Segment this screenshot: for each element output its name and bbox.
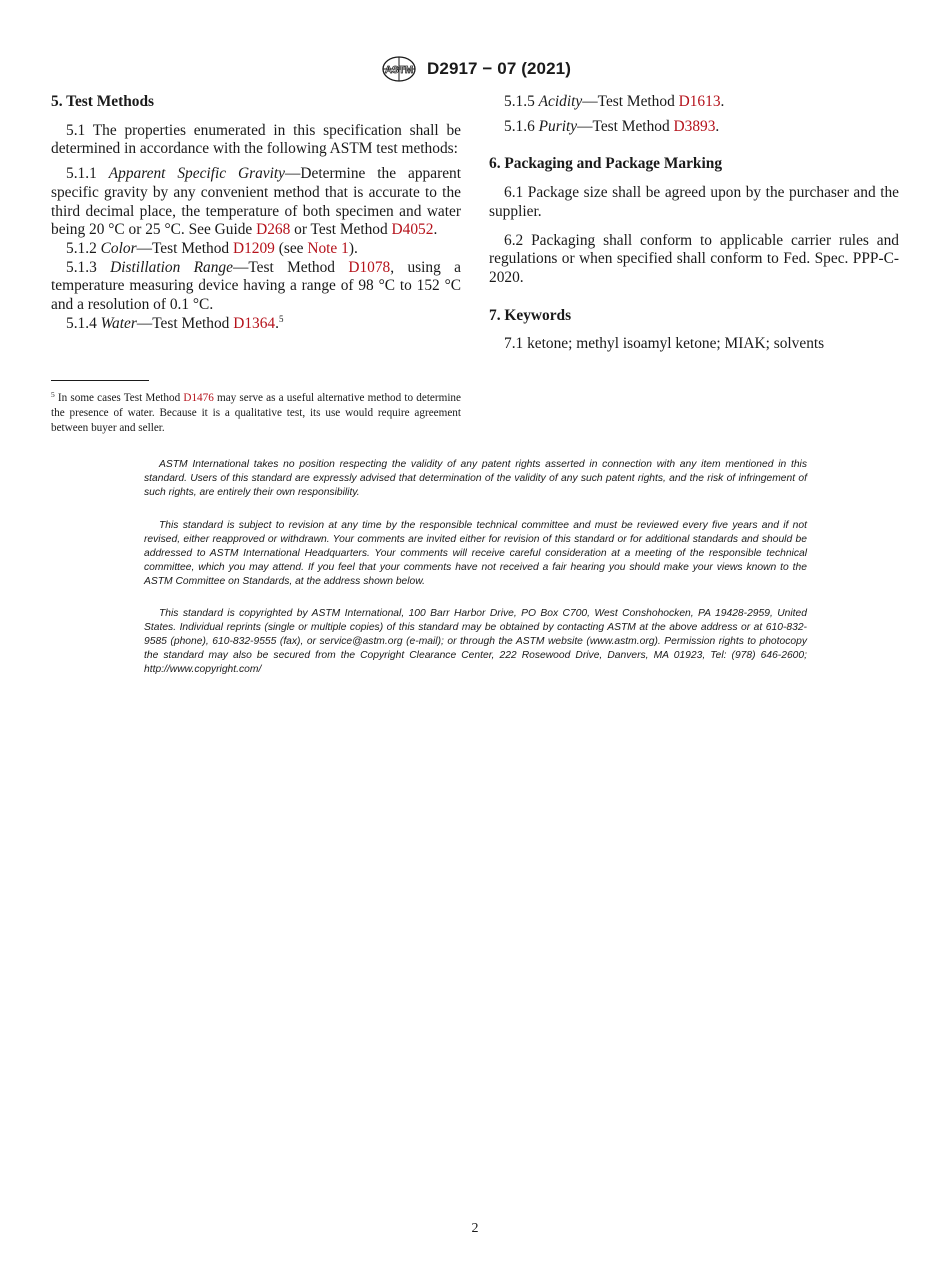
- astm-logo-icon: [379, 54, 419, 84]
- para-5-1-1: 5.1.1 Apparent Specific Gravity—Determine the apparent specific gravity by any convenient method that is accurate to the third decimal place, the temperature of both specimen and water being 20 °C or 25 °C. See Guide D268 or Test Method D4052.: [51, 165, 461, 239]
- right-column: [489, 93, 899, 354]
- para-5-1-5: 5.1.5 Acidity—Test Method D1613.: [504, 93, 725, 110]
- link-d268[interactable]: D268: [256, 221, 291, 239]
- footnote-divider: [51, 380, 149, 381]
- left-column: [51, 93, 461, 333]
- term-purity: Purity: [538, 117, 578, 135]
- link-d1078[interactable]: D1078: [348, 258, 391, 276]
- para-6-1: 6.1 Package size shall be agreed upon by the purchaser and the supplier.: [489, 184, 899, 220]
- link-d3893[interactable]: D3893: [673, 117, 716, 135]
- term-color: Color: [100, 239, 137, 257]
- section-7-heading: 7. Keywords: [489, 306, 572, 324]
- para-6-2: 6.2 Packaging shall conform to applicable carrier rules and regulations or when specified shall conform to Fed. Spec. PPP-C-2020.: [489, 231, 899, 286]
- para-5-1-3: 5.1.3 Distillation Range—Test Method D1078, using a temperature measuring device having a range of 98 °C to 152 °C and a resolution of 0.1 °C.: [51, 258, 461, 314]
- para-7-1: 7.1 ketone; methyl isoamyl ketone; MIAK; solvents: [504, 335, 825, 353]
- page-header: [0, 52, 950, 86]
- standard-designation: D2917 − 07 (2021): [427, 59, 571, 78]
- link-d1476[interactable]: D1476: [183, 392, 214, 404]
- section-6-heading: 6. Packaging and Package Marking: [489, 155, 723, 173]
- term-distillation-range: Distillation Range: [110, 258, 233, 276]
- para-5-1-2: 5.1.2 Color—Test Method D1209 (see Note 1).: [66, 239, 358, 257]
- page-number: 2: [471, 1221, 479, 1236]
- link-d1364[interactable]: D1364: [233, 314, 276, 332]
- link-note-1[interactable]: Note 1: [307, 239, 349, 257]
- term-water: Water: [100, 314, 137, 332]
- para-5-1: 5.1 The properties enumerated in this specification shall be determined in accordance with the following ASTM test methods:: [51, 121, 461, 158]
- link-d4052[interactable]: D4052: [391, 221, 434, 239]
- patent-notice: ASTM International takes no position respecting the validity of any patent rights asserted in connection with any item mentioned in this standard. Users of this standard are expressly advised that determination of the validity of any such patent rights, and the risk of infringement of such rights, are entirely their own responsibility.: [144, 459, 807, 498]
- term-apparent-specific-gravity: Apparent Specific Gravity: [108, 165, 286, 183]
- copyright-notice: This standard is copyrighted by ASTM International, 100 Barr Harbor Drive, PO Box C700, West Conshohocken, PA 19428-2959, United States. Individual reprints (single or multiple copies) of this standard may be obtained by contacting ASTM at the above address or at 610-832-9585 (phone), 610-832-9555 (fax), or service@astm.org (e-mail); or through the ASTM website (www.astm.org). Permission rights to photocopy the standard may also be secured from the Copyright Clearance Center, 222 Rosewood Drive, Danvers, MA 01923, Tel: (978) 646-2600; http://www.copyright.com/: [144, 608, 807, 675]
- footnote-5-marker[interactable]: 5: [279, 313, 284, 324]
- para-5-1-6: 5.1.6 Purity—Test Method D3893.: [504, 117, 720, 135]
- svg-text:ASTM: ASTM: [384, 65, 414, 76]
- revision-notice: This standard is subject to revision at any time by the responsible technical committee and must be reviewed every five years and if not revised, either reapproved or withdrawn. Your comments are invited either for revision of this standard or for additional standards and should be addressed to ASTM International Headquarters. Your comments will receive careful consideration at a meeting of the responsible technical committee, which you may attend. If you feel that your comments have not received a fair hearing you should make your views known to the ASTM Committee on Standards, at the address shown below.: [144, 520, 807, 587]
- footnote-5: $^5$ In some cases Test Method D1476 may serve as a useful alternative method to determine the presence of water. Because it is a qualitative test, its use would require agreement between buyer and seller.: [51, 390, 461, 434]
- link-d1209[interactable]: D1209: [232, 239, 275, 257]
- para-5-1-4: 5.1.4 Water—Test Method D1364.$^5$: [66, 313, 284, 332]
- term-acidity: Acidity: [538, 93, 583, 110]
- section-5-heading: 5. Test Methods: [51, 93, 155, 110]
- link-d1613[interactable]: D1613: [678, 93, 721, 110]
